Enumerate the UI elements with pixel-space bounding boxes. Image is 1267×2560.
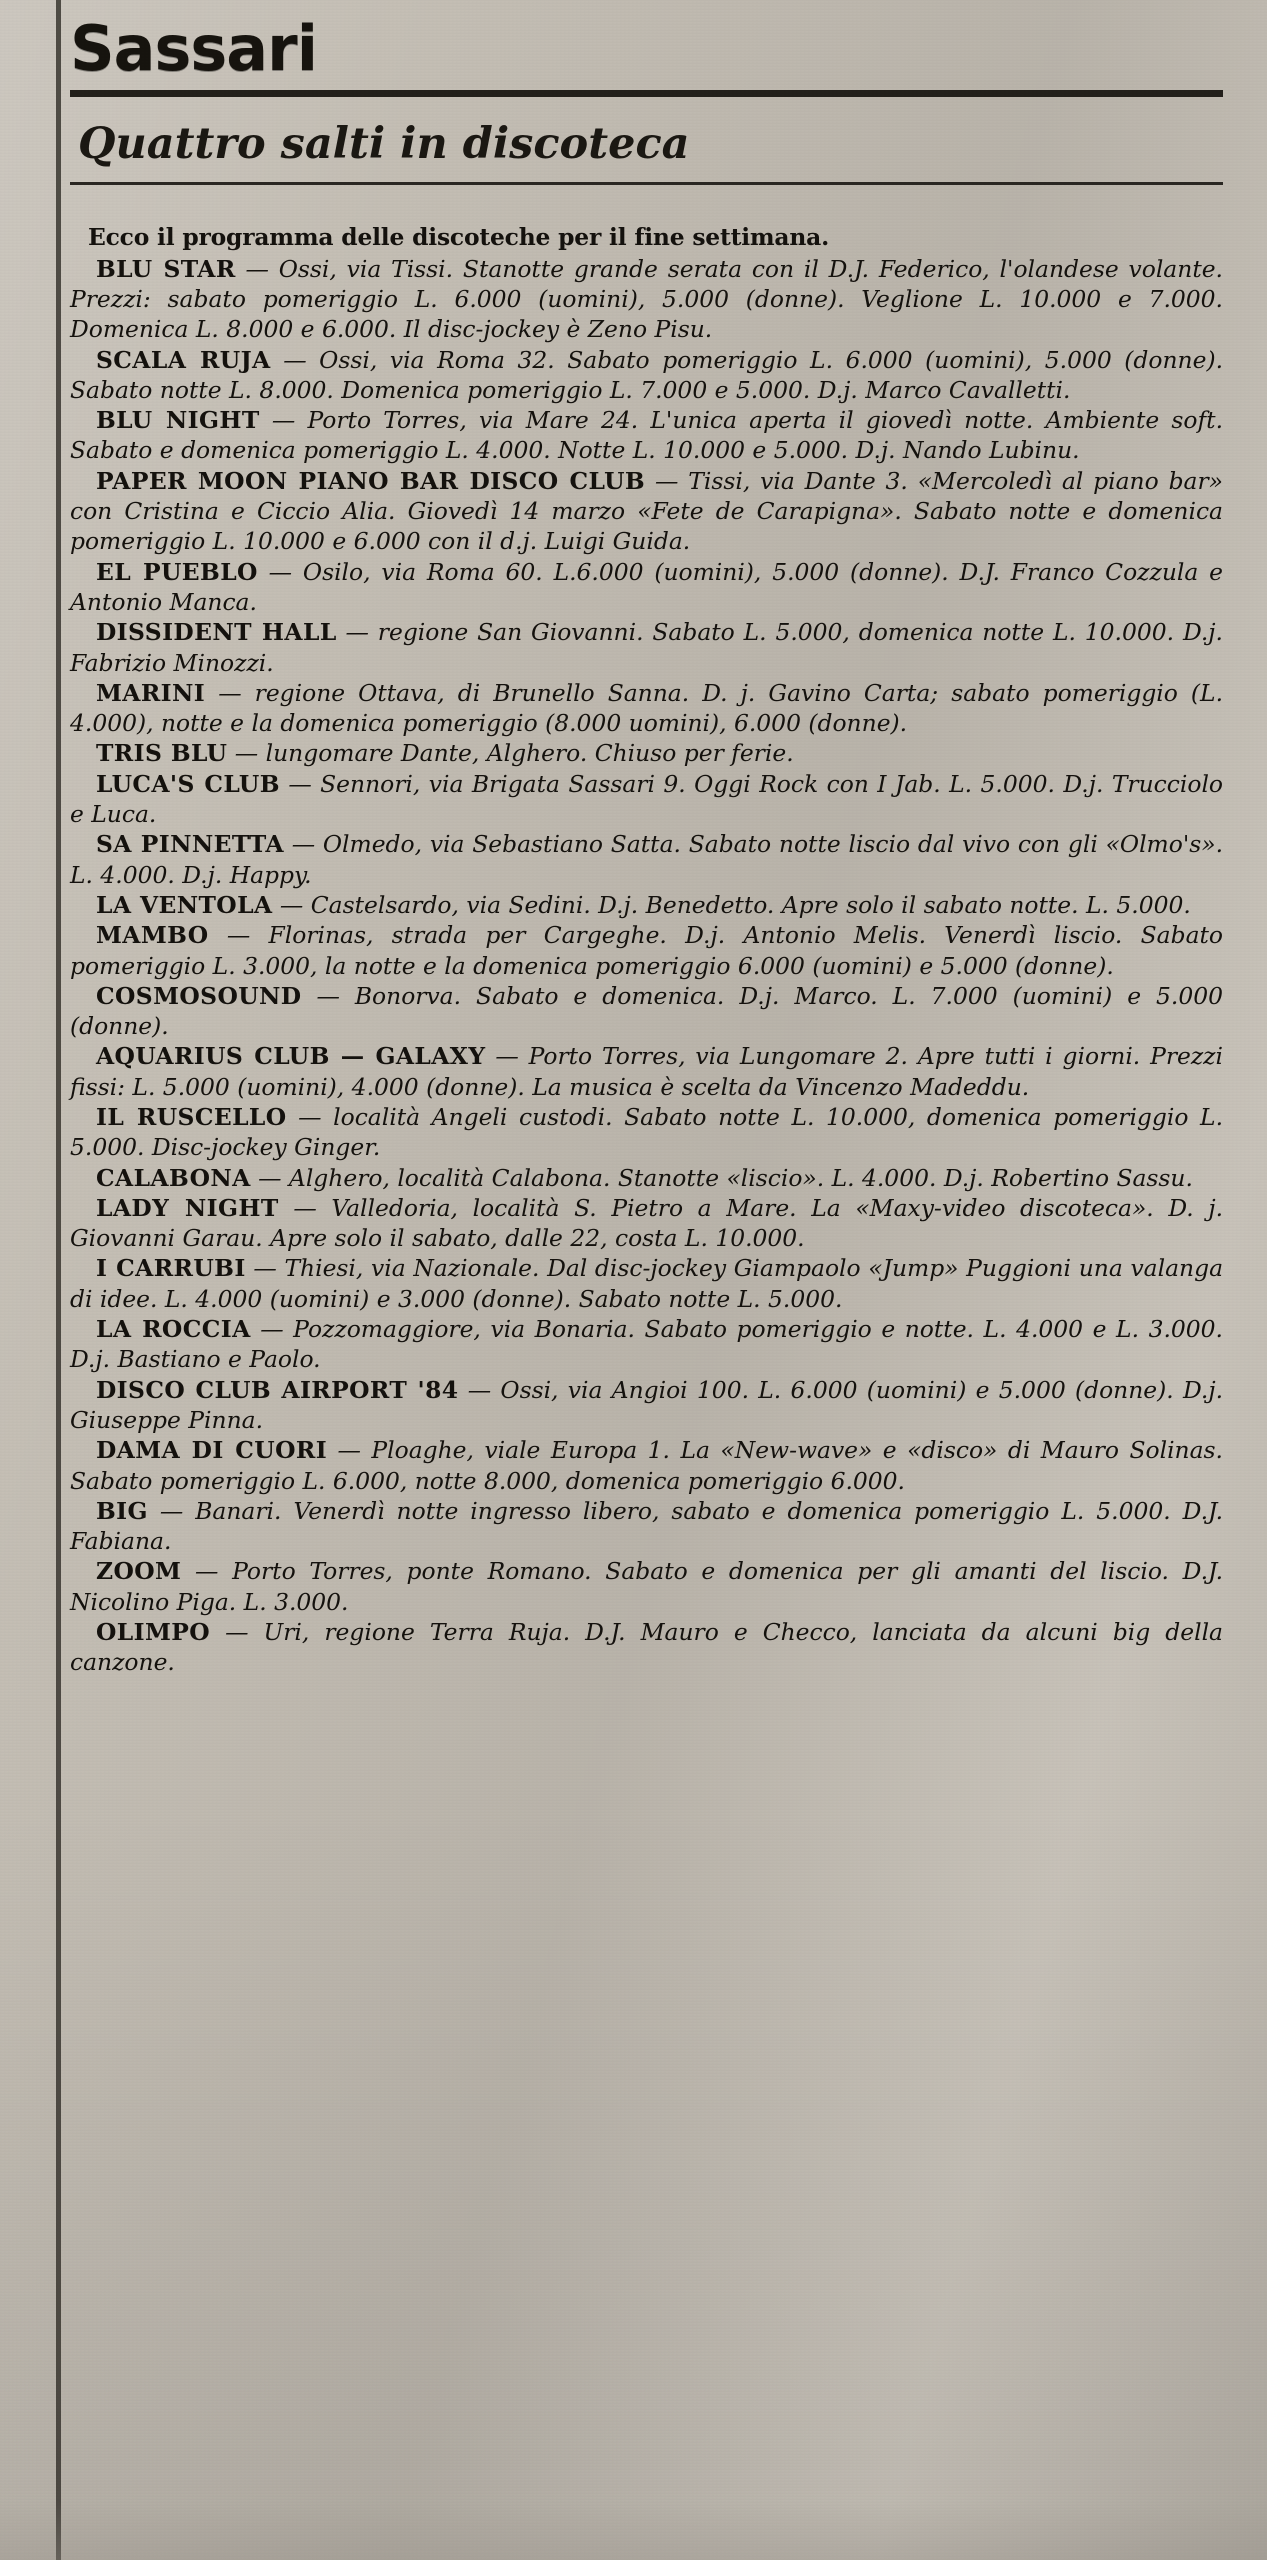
article-column xyxy=(70,0,1223,1708)
listing-entry xyxy=(70,1041,1223,1102)
listing-entry-club: LA VENTOLA xyxy=(96,890,273,919)
listing-entry-club: MARINI xyxy=(96,678,206,707)
listing-entry xyxy=(70,1102,1223,1163)
listing-entry xyxy=(70,1193,1223,1254)
listing-entry xyxy=(70,1253,1223,1314)
listing-entry-details: — regione Ottava, di Brunello Sanna. D. j. Gavino Carta; sabato pomeriggio (L. 4.000), notte e la domenica pomeriggio (8.000 uomini), 6.000 (donne). xyxy=(70,678,1224,738)
listing-entry-details: — località Angeli custodi. Sabato notte L. 10.000, domenica pomeriggio L. 5.000. Disc-jockey Ginger. xyxy=(70,1103,1224,1162)
listing-entry-club: MAMBO xyxy=(96,921,209,950)
listing-entry-club: OLIMPO xyxy=(96,1618,211,1647)
listing-entry-details: — Ossi, via Roma 32. Sabato pomeriggio L. 6.000 (uomini), 5.000 (donne). Sabato notte L. 8.000. Domenica pomeriggio L. 7.000 e 5.000. D.j. Marco Cavalletti. xyxy=(70,345,1224,404)
listing-entry xyxy=(70,1435,1223,1496)
listing-entry-details: — Thiesi, via Nazionale. Dal disc-jockey Giampaolo «Jump» Puggioni una valanga di idee. L. 4.000 (uomini) e 3.000 (donne). Sabato notte L. 5.000. xyxy=(70,1254,1224,1313)
listing-entry xyxy=(70,1375,1223,1436)
listing-entry-details: — Sennori, via Brigata Sassari 9. Oggi Rock con I Jab. L. 5.000. D.j. Trucciolo e Luca. xyxy=(70,769,1224,829)
listing-entry-details: — Tissi, via Dante 3. «Mercoledì al piano bar» con Cristina e Ciccio Alia. Giovedì 14 marzo «Fete de Carapigna». Sabato notte e domenica pomeriggio L. 10.000 e 6.000 con il d.j. Luigi Guida. xyxy=(70,466,1223,556)
listing-entry-club: BLU NIGHT xyxy=(96,406,260,435)
listing-entry-details: — Florinas, strada per Cargeghe. D.j. Antonio Melis. Venerdì liscio. Sabato pomeriggio L. 3.000, la notte e la domenica pomeriggio 6.000 (uomini) e 5.000 (donne). xyxy=(70,921,1224,980)
intro-paragraph: Ecco il programma delle discoteche per il fine settimana. xyxy=(88,223,830,252)
page-title: Sassari xyxy=(70,12,317,85)
listing-entry xyxy=(70,738,1223,768)
listing-entry-details: — regione San Giovanni. Sabato L. 5.000, domenica notte L. 10.000. D.j. Fabrizio Minozzi. xyxy=(70,618,1223,677)
listing-entry-details: — Pozzomaggiore, via Bonaria. Sabato pomeriggio e notte. L. 4.000 e L. 3.000. D.j. Bastiano e Paolo. xyxy=(70,1315,1223,1374)
listing-entry-details: — Osilo, via Roma 60. L.6.000 (uomini), 5.000 (donne). D.J. Franco Cozzula e Antonio Manca. xyxy=(70,557,1223,616)
listing-entry-details: — Porto Torres, ponte Romano. Sabato e domenica per gli amanti del liscio. D.J. Nicolino Piga. L. 3.000. xyxy=(70,1557,1224,1616)
listing-entry-details: — Porto Torres, via Mare 24. L'unica aperta il giovedì notte. Ambiente soft. Sabato e domenica pomeriggio L. 4.000. Notte L. 10.000 e 5.000. D.j. Nando Lubinu. xyxy=(70,406,1224,465)
listing-entry-details: — lungomare Dante, Alghero. Chiuso per ferie. xyxy=(234,739,794,768)
listing-entry xyxy=(70,829,1223,890)
listing-entry xyxy=(70,769,1223,830)
listing-entry-club: LADY NIGHT xyxy=(96,1193,279,1222)
listing-entry-details: — Alghero, località Calabona. Stanotte «liscio». L. 4.000. D.j. Robertino Sassu. xyxy=(258,1163,1193,1192)
listing-entry xyxy=(70,1617,1223,1678)
listing-entry xyxy=(70,890,1223,920)
listing-entry-club: DISSIDENT HALL xyxy=(96,618,337,647)
listing-entry-details: — Ossi, via Angioi 100. L. 6.000 (uomini) e 5.000 (donne). D.j. Giuseppe Pinna. xyxy=(70,1375,1224,1434)
listing-entry-details: — Ossi, via Tissi. Stanotte grande serata con il D.J. Federico, l'olandese volante. Prezzi: sabato pomeriggio L. 6.000 (uomini), 5.000 (donne). Veglione L. 10.000 e 7.000. Domenica L. 8.000 e 6.000. Il disc-jockey è Zeno Pisu. xyxy=(70,254,1223,344)
listing-entry xyxy=(70,345,1223,406)
listing-entry xyxy=(70,1314,1223,1375)
article-body xyxy=(70,185,1223,1708)
listing-entry-club: AQUARIUS CLUB — GALAXY xyxy=(96,1042,486,1071)
section-heading: Quattro salti in discoteca xyxy=(78,119,690,169)
listing-entry-club: ZOOM xyxy=(96,1557,182,1586)
listing-entry xyxy=(70,405,1223,466)
listing-entry xyxy=(70,920,1223,981)
page-bottom-fade xyxy=(0,2500,1267,2560)
listing-entry xyxy=(70,254,1223,345)
listing-entry-details: — Porto Torres, via Lungomare 2. Apre tutti i giorni. Prezzi fissi: L. 5.000 (uomini), 4.000 (donne). La musica è scelta da Vincenzo Madeddu. xyxy=(70,1042,1223,1101)
listing-entry-club: CALABONA xyxy=(96,1163,251,1192)
listing-entry-details: — Bonorva. Sabato e domenica. D.j. Marco. L. 7.000 (uomini) e 5.000 (donne). xyxy=(70,981,1223,1041)
listing-entry xyxy=(70,1496,1223,1557)
listing-entry-details: — Castelsardo, via Sedini. D.j. Benedetto. Apre solo il sabato notte. L. 5.000. xyxy=(279,890,1191,919)
listing-entry-club: IL RUSCELLO xyxy=(96,1103,287,1131)
listing-entry-details: — Olmedo, via Sebastiano Satta. Sabato notte liscio dal vivo con gli «Olmo's». L. 4.000. D.j. Happy. xyxy=(70,830,1224,889)
listing-entry-club: TRIS BLU xyxy=(96,739,228,768)
listing-entry xyxy=(70,617,1223,678)
listing-entry xyxy=(70,466,1223,557)
listing-entry xyxy=(70,1163,1223,1193)
listing-entry-details: — Valledoria, località S. Pietro a Mare. La «Maxy-video discoteca». D. j. Giovanni Garau. Apre solo il sabato, dalle 22, costa L. 10.000. xyxy=(70,1193,1224,1253)
listing-entry xyxy=(70,981,1223,1042)
listing-entry-club: SA PINNETTA xyxy=(96,830,284,859)
listing-entry xyxy=(70,678,1223,739)
listing-entry-details: — Ploaghe, viale Europa 1. La «New-wave» e «disco» di Mauro Solinas. Sabato pomeriggio L. 6.000, notte 8.000, domenica pomeriggio 6.000. xyxy=(70,1436,1223,1495)
listing-entry-club: COSMOSOUND xyxy=(96,981,302,1010)
listing-entry-club: LUCA'S CLUB xyxy=(96,769,280,798)
listing-entry xyxy=(70,1556,1223,1617)
listing-entries xyxy=(70,254,1223,1678)
listing-entry-club: DISCO CLUB AIRPORT '84 xyxy=(96,1375,459,1404)
listing-entry-club: LA ROCCIA xyxy=(96,1315,251,1344)
listing-entry-club: EL PUEBLO xyxy=(96,557,258,586)
listing-entry-club: PAPER MOON PIANO BAR DISCO CLUB xyxy=(96,466,646,495)
left-column-rule xyxy=(56,0,61,2560)
listing-entry-club: SCALA RUJA xyxy=(96,345,271,374)
listing-entry xyxy=(70,557,1223,618)
listing-entry-club: BIG xyxy=(96,1496,148,1525)
listing-entry-details: — Uri, regione Terra Ruja. D.J. Mauro e Checco, lanciata da alcuni big della canzone. xyxy=(70,1618,1224,1677)
listing-entry-details: — Banari. Venerdì notte ingresso libero, sabato e domenica pomeriggio L. 5.000. D.J. Fabiana. xyxy=(70,1496,1224,1556)
listing-entry-club: BLU STAR xyxy=(96,254,236,283)
masthead-divider xyxy=(70,90,1223,97)
listing-entry-club: DAMA DI CUORI xyxy=(96,1436,328,1465)
listing-entry-club: I CARRUBI xyxy=(96,1254,246,1283)
